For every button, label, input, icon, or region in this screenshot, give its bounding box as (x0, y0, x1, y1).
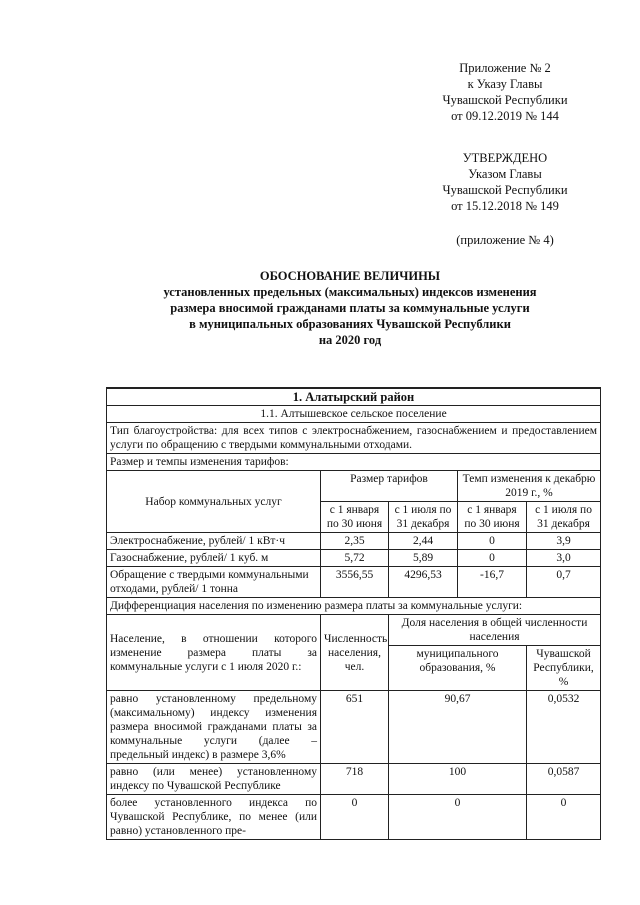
tariff-justification-table (106, 387, 601, 840)
differentiation-caption: Дифференциация населения по изменению размера платы за коммунальные услуги: (107, 598, 601, 615)
appendix-header (420, 60, 590, 124)
table-row (107, 764, 601, 795)
approval-note: (приложение № 4) (456, 233, 554, 247)
period-header: с 1 июля по 31 декабря (389, 502, 458, 533)
services-header: Набор коммунальных услуг (107, 471, 321, 533)
municipal-header: муниципального образования, % (389, 646, 527, 691)
title-line: в муниципальных образованиях Чувашской Республики (189, 317, 511, 331)
approval-line: Чувашской Республики (442, 183, 568, 197)
period-header: с 1 июля по 31 декабря (527, 502, 601, 533)
tariff-value: 5,89 (389, 550, 458, 567)
change-rate-header: Темп изменения к декабрю 2019 г., % (458, 471, 601, 502)
table-row (107, 550, 601, 567)
population-header: Население, в отношении которого изменение размера платы за коммунальные услуги с 1 июля 2020 г.: (107, 615, 321, 691)
tariff-value: 5,72 (321, 550, 389, 567)
republic-share: 0,0587 (527, 764, 601, 795)
title-line: размера вносимой гражданами платы за коммунальные услуги (170, 301, 530, 315)
population-desc: равно установленному предельному (максимальному) индексу изменения размера вносимой гражданами платы за коммунальные услуги (далее – предельный индекс) в размере 3,6% (107, 691, 321, 764)
tariff-size-header: Размер тарифов (321, 471, 458, 502)
population-desc: равно (или менее) установленному индексу по Чувашской Республике (107, 764, 321, 795)
approval-line: от 15.12.2018 № 149 (451, 199, 559, 213)
tariff-value: 2,35 (321, 533, 389, 550)
rate-value: 0,7 (527, 567, 601, 598)
municipal-share: 100 (389, 764, 527, 795)
period-header: с 1 января по 30 июня (321, 502, 389, 533)
tariff-value: 3556,55 (321, 567, 389, 598)
table-row (107, 567, 601, 598)
table-row (107, 691, 601, 764)
count-header: Численность населения, чел. (321, 615, 389, 691)
republic-header: Чувашской Республики, % (527, 646, 601, 691)
appendix-line: от 09.12.2019 № 144 (451, 109, 559, 123)
document-title (100, 268, 600, 348)
appendix-line: Чувашской Республики (442, 93, 568, 107)
improvement-type: Тип благоустройства: для всех типов с электроснабжением, газоснабжением и предоставлением услуги по обращению с твердыми коммунальными отходами. (107, 423, 601, 454)
approval-line: Указом Главы (468, 167, 542, 181)
appendix-line: Приложение № 2 (459, 61, 551, 75)
tariff-value: 4296,53 (389, 567, 458, 598)
service-name: Электроснабжение, рублей/ 1 кВт·ч (107, 533, 321, 550)
table-row (107, 533, 601, 550)
tariff-value: 2,44 (389, 533, 458, 550)
tariffs-caption: Размер и темпы изменения тарифов: (107, 454, 601, 471)
municipal-share: 90,67 (389, 691, 527, 764)
service-name: Газоснабжение, рублей/ 1 куб. м (107, 550, 321, 567)
population-count: 0 (321, 795, 389, 840)
settlement-heading: 1.1. Алтышевское сельское поселение (107, 406, 601, 423)
appendix-line: к Указу Главы (467, 77, 543, 91)
rate-value: 0 (458, 550, 527, 567)
municipal-share: 0 (389, 795, 527, 840)
population-count: 718 (321, 764, 389, 795)
population-count: 651 (321, 691, 389, 764)
title-line: установленных предельных (максимальных) индексов изменения (163, 285, 537, 299)
table-row (107, 795, 601, 840)
rate-value: -16,7 (458, 567, 527, 598)
rate-value: 3,9 (527, 533, 601, 550)
population-desc: более установленного индекса по Чувашской Республике, по менее (или равно) установленного пре- (107, 795, 321, 840)
republic-share: 0 (527, 795, 601, 840)
rate-value: 3,0 (527, 550, 601, 567)
approval-line: УТВЕРЖДЕНО (462, 151, 548, 165)
district-heading: 1. Алатырский район (107, 388, 601, 406)
rate-value: 0 (458, 533, 527, 550)
share-header: Доля населения в общей численности населения (389, 615, 601, 646)
republic-share: 0,0532 (527, 691, 601, 764)
title-line: на 2020 год (318, 333, 382, 347)
approval-header (420, 150, 590, 248)
title-line: ОБОСНОВАНИЕ ВЕЛИЧИНЫ (259, 269, 441, 283)
service-name: Обращение с твердыми коммунальными отходами, рублей/ 1 тонна (107, 567, 321, 598)
period-header: с 1 января по 30 июня (458, 502, 527, 533)
